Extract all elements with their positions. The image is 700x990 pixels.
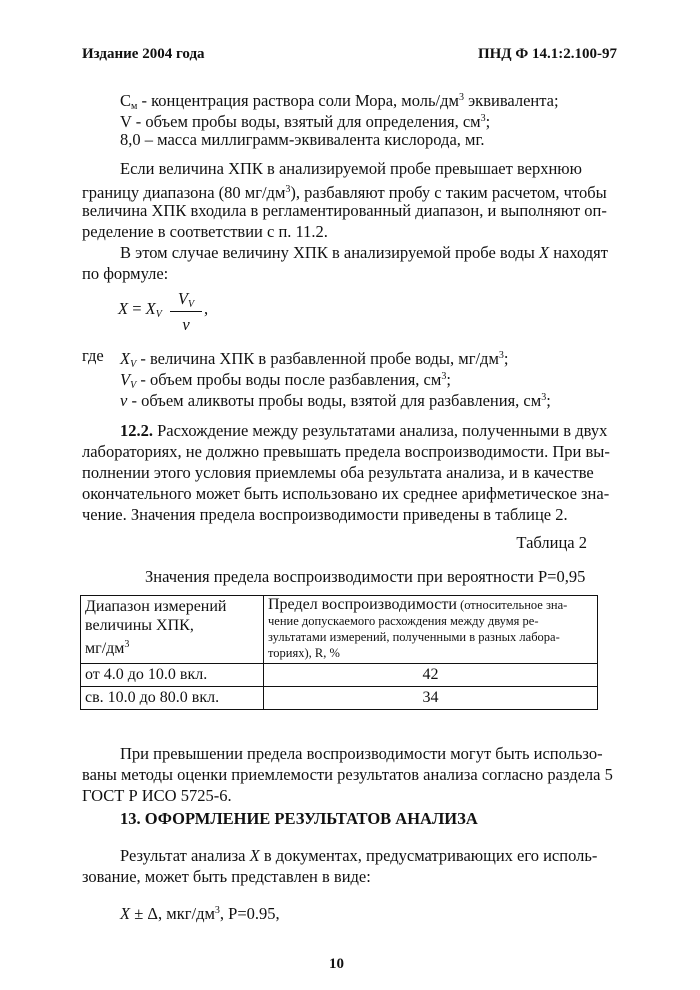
table-header-range: Диапазон измерений величины ХПК, $мг/дм^3$ [81, 596, 264, 664]
para1-line: величина ХПК входила в регламентированный диапазон, и выполняют оп- [82, 201, 607, 220]
para2-line: В этом случае величину ХПК в анализируемой пробе воды X находят [120, 243, 608, 262]
table-cell-value: 34 [264, 687, 598, 710]
table-cell-range: от 4.0 до 10.0 вкл. [81, 664, 264, 687]
reproducibility-table [80, 595, 598, 710]
table-label: Таблица 2 [516, 533, 587, 552]
section-12-2-line: лабораториях, не должно превышать предела воспроизводимости. При вы- [82, 442, 610, 461]
formula: $X = X_V$ $V_V$ v , [118, 289, 209, 334]
section-12-2-line: 12.2. Расхождение между результатами анализа, полученными в двух [120, 421, 608, 440]
definition-mass: 8,0 – масса миллиграмм-эквивалента кислорода, мг. [120, 130, 485, 149]
document-code: ПНД Ф 14.1:2.100-97 [477, 46, 617, 62]
section-13-line: Результат анализа X в документах, предусматривающих его исполь- [120, 846, 598, 865]
section-12-2-line: окончательного может быть использовано их среднее арифметическое зна- [82, 484, 610, 503]
table-cell-value: 42 [264, 664, 598, 687]
result-formula: X ± Δ, мкг/$дм^3$, P=0.95, [120, 904, 280, 923]
page-number: 10 [329, 956, 344, 972]
para2-line: по формуле: [82, 264, 169, 283]
table-caption: Значения предела воспроизводимости при вероятности P=0,95 [145, 567, 586, 586]
definition-aliquot: v - объем аликвоты пробы воды, взятой для разбавления, $см^3$; [120, 391, 551, 410]
table-row [81, 687, 598, 710]
definition-cm: $C_м$ - концентрация раствора соли Мора, моль/$дм^3$ эквивалента; [120, 91, 559, 112]
section-13-title: 13. ОФОРМЛЕНИЕ РЕЗУЛЬТАТОВ АНАЛИЗА [120, 809, 478, 828]
table-row [81, 664, 598, 687]
definition-xv: $X_V$ - величина ХПК в разбавленной пробе воды, $мг/дм^3$; [120, 349, 509, 370]
edition-label: Издание 2004 года [82, 46, 205, 62]
section-13-line: зование, может быть представлен в виде: [82, 867, 371, 886]
para1-line: ределение в соответствии с п. 11.2. [82, 222, 328, 241]
where-label: где [82, 346, 104, 365]
para3-line: ваны методы оценки приемлемости результатов анализа согласно раздела 5 [82, 765, 613, 784]
para3-line: При превышении предела воспроизводимости могут быть использо- [120, 744, 603, 763]
definition-vv: $V_V$ - объем пробы воды после разбавления, $см^3$; [120, 370, 451, 391]
para3-line: ГОСТ Р ИСО 5725-6. [82, 786, 232, 805]
table-header-limit: Предел воспроизводимости (относительное зна- чение допускаемого расхождения между двумя ре- зультатами измерений, полученными в разных лабора- ториях), R, % [264, 596, 598, 664]
section-12-2-line: полнении этого условия приемлемы оба результата анализа, и в качестве [82, 463, 594, 482]
table-cell-range: св. 10.0 до 80.0 вкл. [81, 687, 264, 710]
para1-line: Если величина ХПК в анализируемой пробе превышает верхнюю [120, 159, 582, 178]
definition-v: V - объем пробы воды, взятый для определения, $см^3$; [120, 112, 491, 131]
para1-line: границу диапазона (80 $мг/дм^3$), разбавляют пробу с таким расчетом, чтобы [82, 183, 607, 202]
section-12-2-line: чение. Значения предела воспроизводимости приведены в таблице 2. [82, 505, 568, 524]
table-header-row [81, 596, 598, 664]
